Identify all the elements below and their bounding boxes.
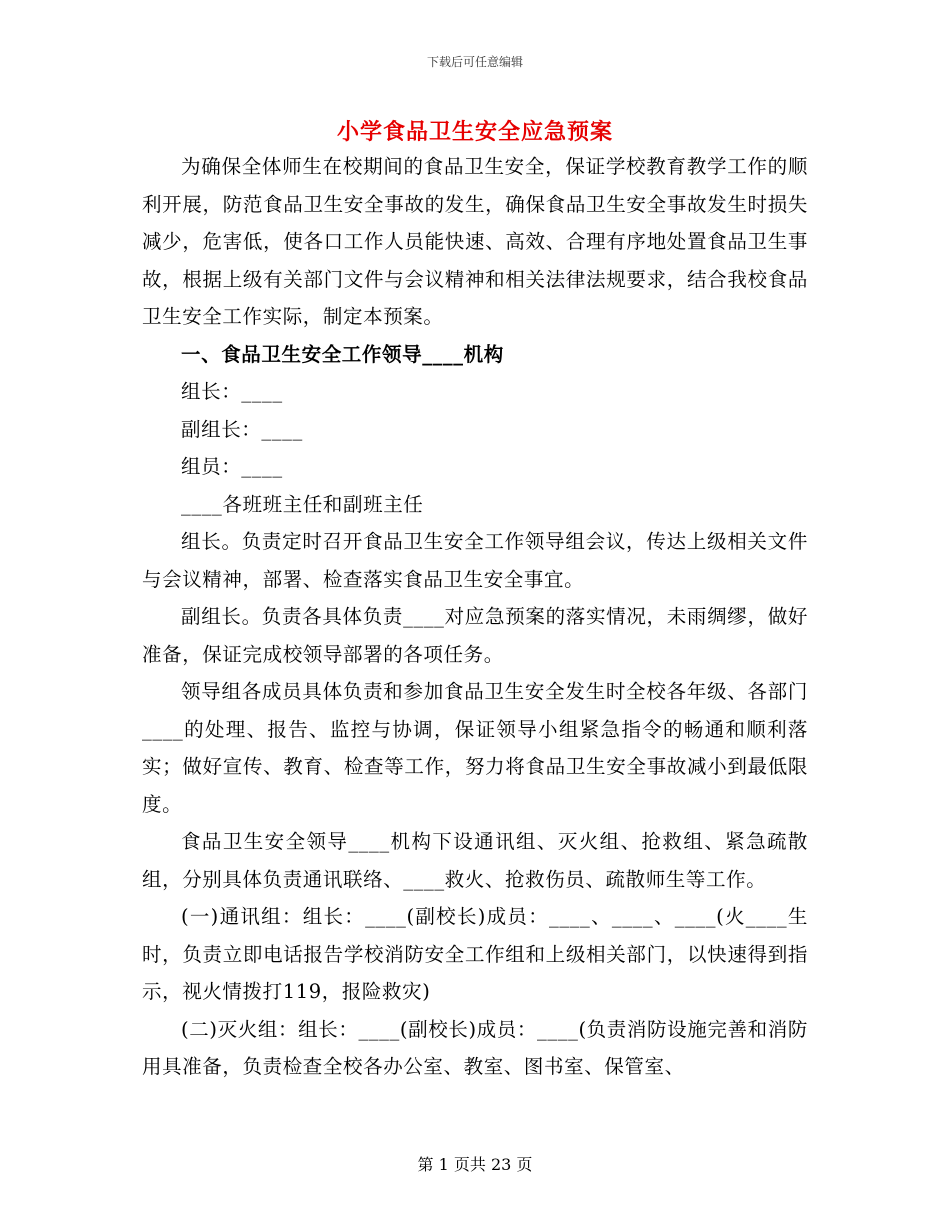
deputy-leader-line: 副组长：____ xyxy=(181,417,303,441)
section-heading-1: 一、食品卫生安全工作领导____机构 xyxy=(181,342,504,366)
deputy-duty-paragraph: 副组长。负责各具体负责____对应急预案的落实情况，未雨绸缪，做好准备，保证完成校领导部署的各项任务。 xyxy=(142,605,808,666)
group-members-line: 组员：____ xyxy=(181,455,283,478)
group-leader-line: 组长：____ xyxy=(181,380,283,403)
intro-paragraph: 为确保全体师生在校期间的食品卫生安全，保证学校教育教学工作的顺利开展，防范食品卫生安全事故的发生，确保食品卫生安全事故发生时损失减少，危害低，使各口工作人员能快速、高效、合理有序地处置食品卫生事故，根据上级有关部门文件与会议精神和相关法律法规要求，结合我校食品卫生安全工作实际，制定本预案。 xyxy=(142,155,808,328)
page-number: 第 1 页共 23 页 xyxy=(417,1155,533,1174)
leader-duty-paragraph: 组长。负责定时召开食品卫生安全工作领导组会议，传达上级相关文件与会议精神，部署、检查落实食品卫生安全事宜。 xyxy=(142,530,808,591)
members-duty-paragraph: 领导组各成员具体负责和参加食品卫生安全发生时全校各年级、各部门____的处理、报告、监控与协调，保证领导小组紧急指令的畅通和顺利落实；做好宣传、教育、检查等工作，努力将食品卫生安全事故减小到最低限度。 xyxy=(142,680,808,816)
firefighting-group-paragraph: (二)灭火组：组长：____(副校长)成员：____(负责消防设施完善和消防用具准备，负责检查全校各办公室、教室、图书室、保管室、 xyxy=(142,1017,808,1078)
document-title: 小学食品卫生安全应急预案 xyxy=(336,119,613,145)
communication-group-paragraph: (一)通讯组：组长：____(副校长)成员：____、____、____(火____生时，负责立即电话报告学校消防安全工作组和上级相关部门，以快速得到指示，视火情拨打119，报险救灾) xyxy=(142,905,808,1003)
subgroups-paragraph: 食品卫生安全领导____机构下设通讯组、灭火组、抢救组、紧急疏散组，分别具体负责通讯联络、____救火、抢救伤员、疏散师生等工作。 xyxy=(142,830,808,891)
class-teachers-line: ____各班班主任和副班主任 xyxy=(181,492,424,516)
document-body xyxy=(142,148,808,1086)
header-note: 下载后可任意编辑 xyxy=(426,55,523,69)
